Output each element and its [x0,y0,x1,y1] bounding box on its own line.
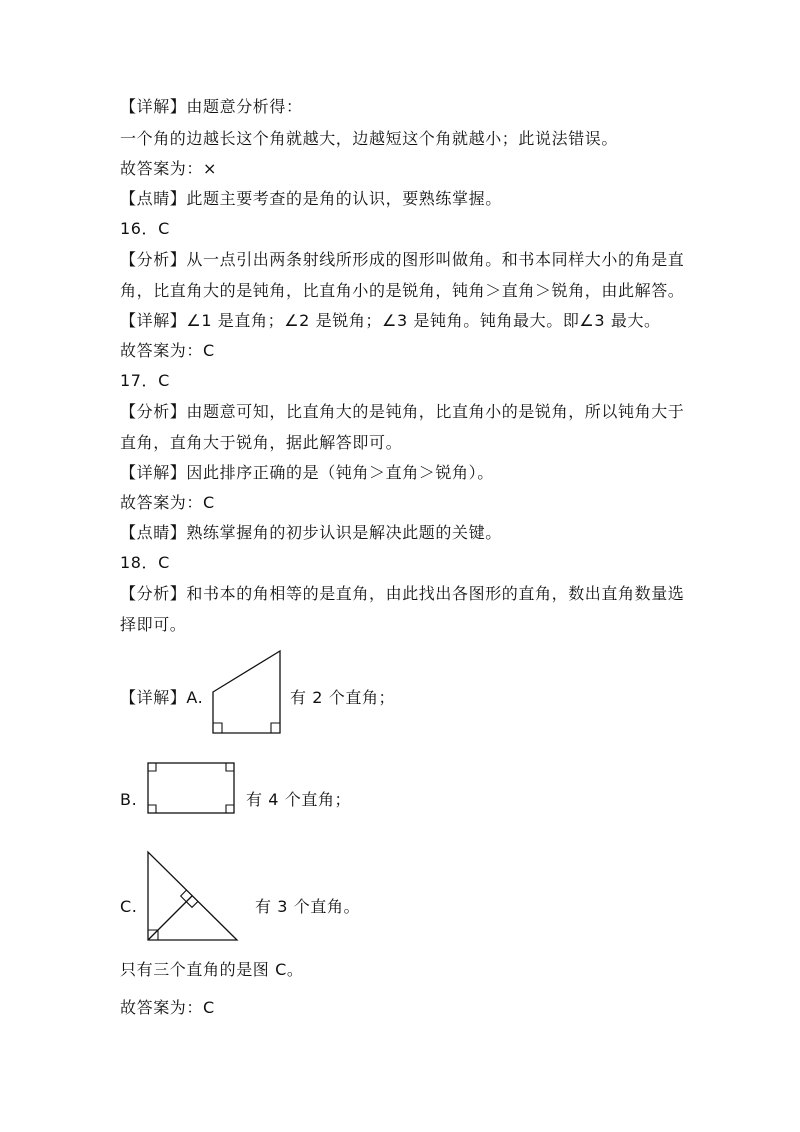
question-number-18: 18．C [120,553,170,572]
figure-b [148,763,234,813]
comment-line: 【点睛】此题主要考查的是角的认识，要熟练掌握。 [120,189,502,208]
figure-a-shape [213,651,280,733]
comment-line: 【点睛】熟练掌握角的初步认识是解决此题的关键。 [120,523,502,542]
final-answer-line: 故答案为：C [120,998,215,1017]
figure-c-label: C. [120,897,138,916]
analysis-line-1: 【分析】由题意可知，比直角大的是钝角，比直角小的是锐角，所以钝角大于 [120,402,685,421]
analysis-line-1: 【分析】和书本的角相等的是直角，由此找出各图形的直角，数出直角数量选 [120,584,685,603]
analysis-line-2: 直角，直角大于锐角，据此解答即可。 [120,433,403,452]
question-number-17: 17．C [120,371,170,390]
question-number-16: 16．C [120,219,170,238]
right-angle-mark [181,890,187,901]
answer-line: 故答案为：C [120,493,215,512]
answer-line: 故答案为：C [120,341,215,360]
analysis-line-1: 【分析】从一点引出两条射线所形成的图形叫做角。和书本同样大小的角是直 [120,250,685,269]
analysis-line-2: 角，比直角大的是钝角，比直角小的是锐角，钝角＞直角＞锐角，由此解答。 [120,281,685,300]
figure-a [213,651,280,733]
detail-line: 【详解】∠1 是直角；∠2 是锐角；∠3 是钝角。钝角最大。即∠3 最大。 [120,311,661,330]
right-angle-mark [271,723,280,733]
right-angle-mark [148,763,156,771]
answer-line: 故答案为：× [120,159,218,178]
figure-a-caption: 有 2 个直角； [290,688,396,707]
figure-c [148,852,237,940]
right-angle-mark [226,805,234,813]
figure-c-caption: 有 3 个直角。 [255,897,361,916]
figure-b-caption: 有 4 个直角； [246,790,352,809]
figure-c-altitude [148,896,192,940]
figure-a-label: 【详解】A. [120,688,204,707]
right-angle-mark [186,902,197,908]
right-angle-mark [148,805,156,813]
right-angle-mark [226,763,234,771]
detail-text: 一个角的边越长这个角就越大，边越短这个角就越小；此说法错误。 [120,129,619,148]
detail-line: 【详解】因此排序正确的是（钝角＞直角＞锐角）。 [120,463,494,482]
detail-heading: 【详解】由题意分析得： [120,97,303,116]
figure-b-label: B. [120,790,138,809]
analysis-line-2: 择即可。 [120,615,187,634]
right-angle-mark [213,723,222,733]
figure-b-shape [148,763,234,813]
conclusion-line: 只有三个直角的是图 C。 [120,960,304,979]
